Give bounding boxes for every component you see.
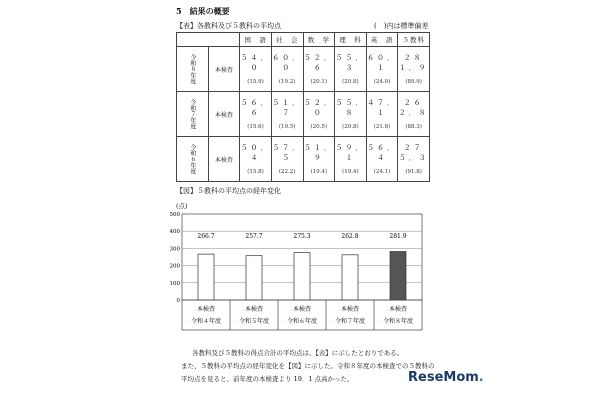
y-tick-label: 0 [176,298,180,304]
standard-deviation: (22.2) [278,169,296,175]
standard-deviation: (15.6) [247,124,264,130]
category-frame [182,300,422,330]
category-label: 令和８年度 [382,318,414,325]
header-social: 社 会 [271,33,303,47]
value-label: 281.9 [389,233,407,240]
score-cell [271,137,303,182]
average-score: ５５．３ [335,54,366,72]
average-score: ５４．０ [240,54,271,72]
bar-chart [169,210,426,332]
standard-deviation: (19.5) [278,124,296,130]
average-score: ２６２．８ [398,99,429,117]
standard-deviation: (20.8) [342,79,359,85]
average-score: ２８１．９ [398,54,429,72]
chart-bars [198,252,406,300]
value-label: 257.7 [245,233,263,240]
standard-deviation: (20.8) [342,124,359,130]
category-label: 令和５年度 [238,318,270,325]
category-label: 令和７年度 [334,318,366,325]
header-science: 理 科 [335,33,367,47]
average-score: ６０．０ [272,54,303,72]
standard-deviation: (19.2) [278,79,296,85]
standard-deviation: (21.8) [373,124,391,130]
row-year: 令和７年度 [177,92,209,137]
average-score: ５９．１ [335,144,366,162]
average-score: ５１．９ [303,144,334,162]
row-label: 本検査 [208,92,240,137]
value-label: 275.3 [293,233,311,240]
row-label: 本検査 [208,137,240,182]
category-top-label: 本検査 [196,306,216,313]
standard-deviation: (20.5) [310,124,328,130]
score-cell [366,137,398,182]
paragraph-1: 各教科及び５教科の得点合計の平均点は、【表】に示したとおりである。 [192,349,404,357]
score-cell [335,92,367,137]
value-labels [197,233,406,240]
y-axis-unit: (点) [176,202,188,210]
table-row [177,92,430,137]
score-cell [271,47,303,92]
bar [246,256,262,300]
scores-table [176,32,430,182]
y-tick-labels [170,212,181,304]
score-cell [240,92,272,137]
value-label: 262.8 [341,233,359,240]
score-cell [303,137,335,182]
average-score: ２７５．３ [398,144,429,162]
score-cell [366,47,398,92]
bar [390,252,406,300]
standard-deviation: (24.1) [373,169,391,175]
category-label: 令和６年度 [286,318,318,325]
score-cell [335,137,367,182]
average-score: ６０．１ [367,54,398,72]
paragraph-2: また、５教科の平均点の経年変化を【図】に示した。令和８年度の本検査での５教科の [181,362,435,370]
bar [294,253,310,300]
standard-deviation: (91.8) [405,169,422,175]
row-year: 令和８年度 [177,47,209,92]
table-row [177,47,430,92]
average-score: ５６．４ [367,144,398,162]
bar [198,254,214,300]
average-score: ５５．８ [335,99,366,117]
average-score: ５１．７ [272,99,303,117]
y-tick-label: 200 [169,263,180,270]
table-row [177,137,430,182]
category-label: 令和４年度 [190,318,222,325]
logo-text: ReseMom [408,370,479,385]
row-year: 令和６年度 [177,137,209,182]
row-label: 本検査 [208,47,240,92]
standard-deviation: (89.9) [405,79,422,85]
header-total: ５教科 [398,33,430,47]
standard-deviation: (15.9) [247,79,264,85]
score-cell [240,137,272,182]
standard-deviation: (19.4) [310,169,328,175]
header-japanese: 国 語 [240,33,272,47]
standard-deviation: (15.8) [247,169,264,175]
table-note: ( )内は標準偏差 [374,22,429,30]
score-cell [398,92,430,137]
score-cell [271,92,303,137]
average-score: ５２．６ [303,54,334,72]
category-top-label: 本検査 [244,306,264,313]
score-cell [398,137,430,182]
figure-caption: 【図】５教科の平均点の経年変化 [176,187,281,195]
section-title: 5 結果の概要 [176,6,230,16]
standard-deviation: (88.3) [405,124,422,130]
average-score: ４７．１ [367,99,398,117]
header-math: 数 学 [303,33,335,47]
standard-deviation: (20.1) [310,79,328,85]
y-tick-label: 300 [169,246,180,253]
average-score: ５７．５ [272,144,303,162]
bar [342,255,358,300]
category-top-label: 本検査 [292,306,312,313]
standard-deviation: (24.0) [373,79,391,85]
logo-dot: . [478,370,484,385]
table-header-row [177,33,430,47]
score-cell [335,47,367,92]
paragraph-3: 平均点を見ると、前年度の本検査より 19．1 点高かった。 [181,375,354,383]
average-score: ５６．６ [240,99,271,117]
score-cell [303,47,335,92]
score-cell [240,47,272,92]
y-tick-label: 500 [169,212,180,218]
y-tick-label: 100 [169,280,180,287]
table-caption: 【表】各教科及び５教科の平均点 [176,22,281,30]
y-tick-label: 400 [169,229,180,236]
average-score: ５２．０ [303,99,334,117]
category-labels [191,300,413,330]
average-score: ５０．４ [240,144,271,162]
score-cell [303,92,335,137]
score-cell [398,47,430,92]
header-english: 英 語 [366,33,398,47]
category-top-label: 本検査 [340,306,360,313]
category-top-label: 本検査 [388,306,408,313]
table-corner-cell [177,33,240,47]
value-label: 266.7 [197,233,215,240]
standard-deviation: (19.4) [342,169,359,175]
score-cell [366,92,398,137]
resemom-logo [408,370,484,385]
